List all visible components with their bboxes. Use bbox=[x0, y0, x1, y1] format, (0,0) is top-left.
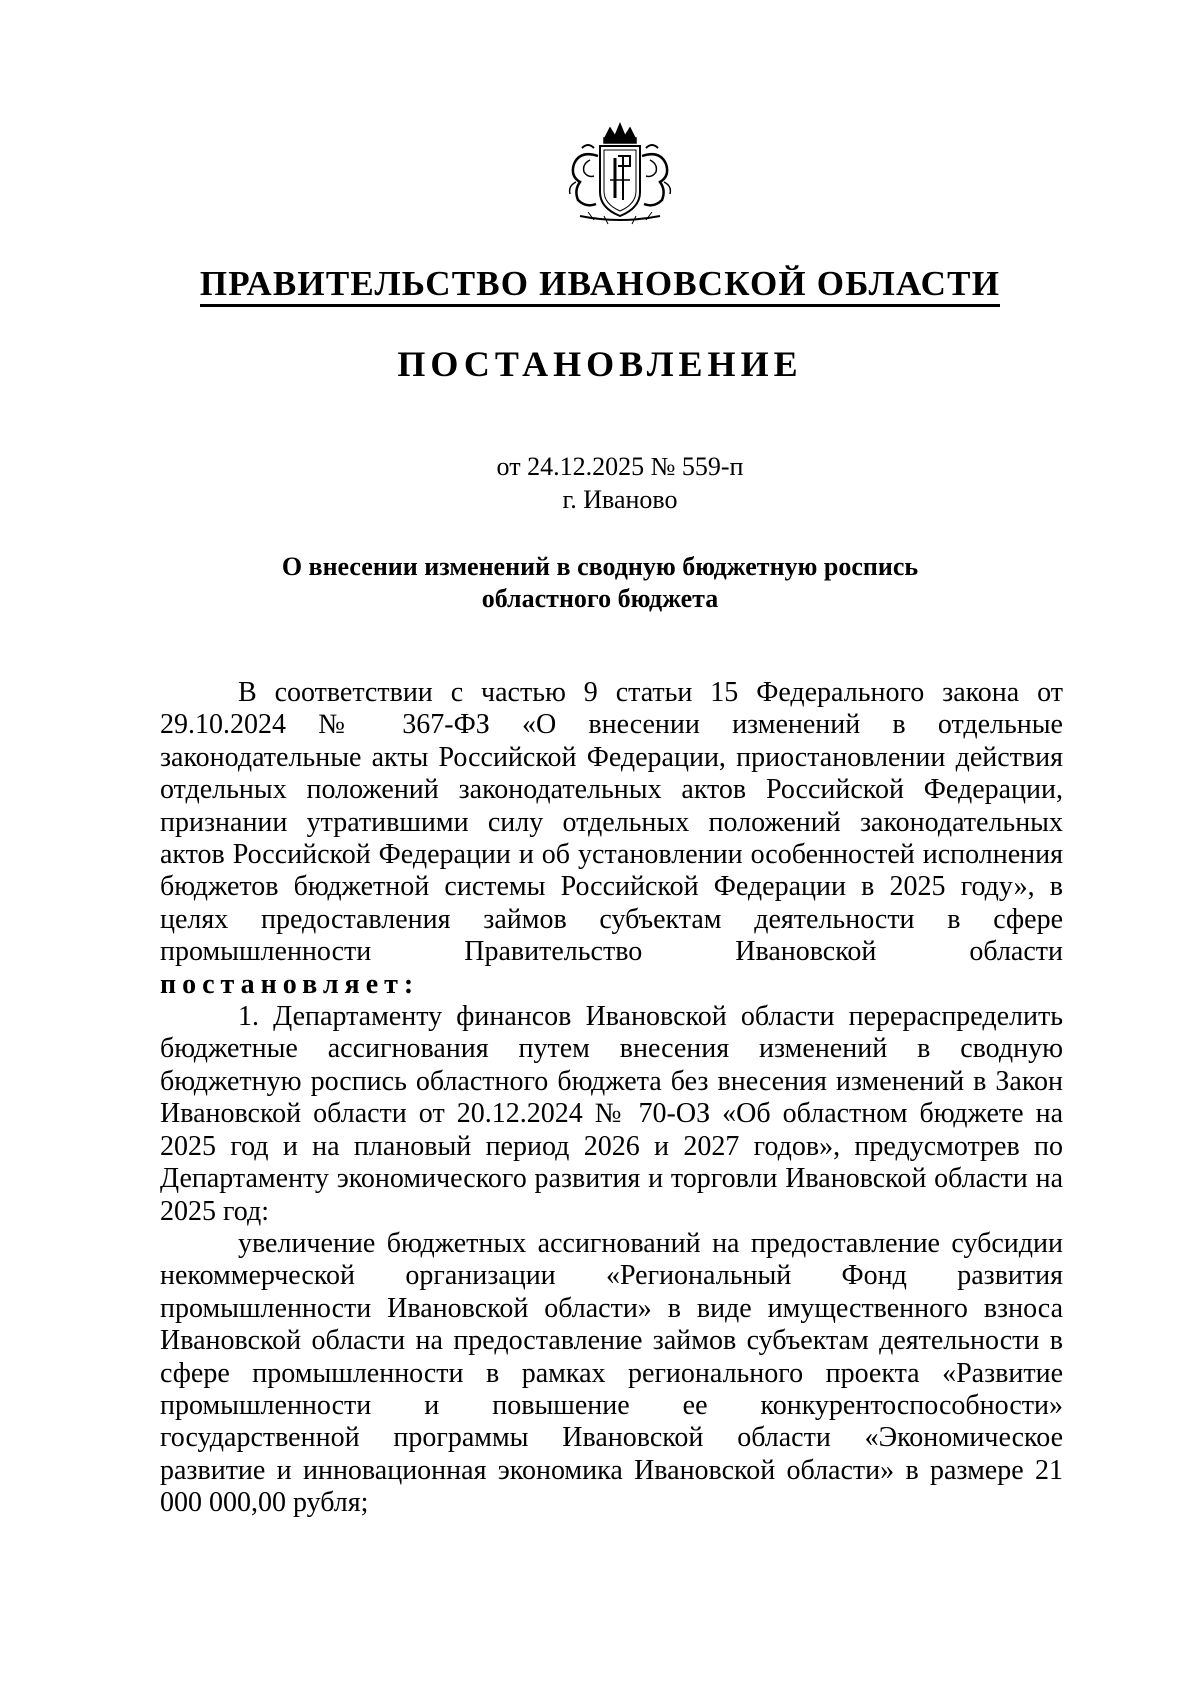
document-body bbox=[160, 677, 1063, 1520]
decree-colon: : bbox=[403, 968, 420, 1000]
preamble-text: В соответствии с частью 9 статьи 15 Федерального закона от 29.10.2024 № 367-ФЗ «О внесении изменений в отдельные законодательные акты Российской Федерации, приостановлении действия отдельных положений законодательных актов Российской Федерации, признании утратившими силу отдельных положений законодательных актов Российской Федерации и об установлении особенностей исполнения бюджетов бюджетной системы Российской Федерации в 2025 году», в целях предоставления займов субъектам деятельности в сфере промышленности Правительство Ивановской области bbox=[160, 677, 1063, 968]
coat-of-arms-icon bbox=[560, 120, 680, 230]
subject-line-1: О внесении изменений в сводную бюджетную роспись bbox=[281, 552, 919, 581]
city: г. Иваново bbox=[562, 485, 678, 514]
date-number: от 24.12.2025 № 559-п bbox=[496, 452, 744, 481]
document-type: ПОСТАНОВЛЕНИЕ bbox=[397, 344, 803, 384]
government-title-text: ПРАВИТЕЛЬСТВО ИВАНОВСКОЙ ОБЛАСТИ bbox=[200, 264, 1000, 307]
government-title bbox=[0, 262, 1200, 306]
document-subject bbox=[0, 551, 1200, 615]
item-1-paragraph: 1. Департаменту финансов Ивановской области перераспределить бюджетные ассигнования путем внесения изменений в сводную бюджетную роспись областного бюджета без внесения изменений в Закон Ивановской области от 20.12.2024 № 70-ОЗ «Об областном бюджете на 2025 год и на плановый период 2026 и 2027 годов», предусмотрев по Департаменту экономического развития и торговли Ивановской области на 2025 год: bbox=[160, 1001, 1063, 1227]
item-1-sub-paragraph: увеличение бюджетных ассигнований на предоставление субсидии некоммерческой организации «Региональный Фонд развития промышленности Ивановской области» в виде имущественного взноса Ивановской области на предоставление займов субъектам деятельности в сфере промышленности в рамках регионального проекта «Развитие промышленности и повышение ее конкурентоспособности» государственной программы Ивановской области «Экономическое развитие и инновационная экономика Ивановской области» в размере 21 000 000,00 рубля; bbox=[160, 1227, 1063, 1519]
subject-line-2: областного бюджета bbox=[481, 584, 719, 613]
preamble-paragraph bbox=[160, 677, 1063, 1001]
document-meta bbox=[0, 450, 1200, 516]
decree-word: постановляет bbox=[160, 968, 404, 1000]
